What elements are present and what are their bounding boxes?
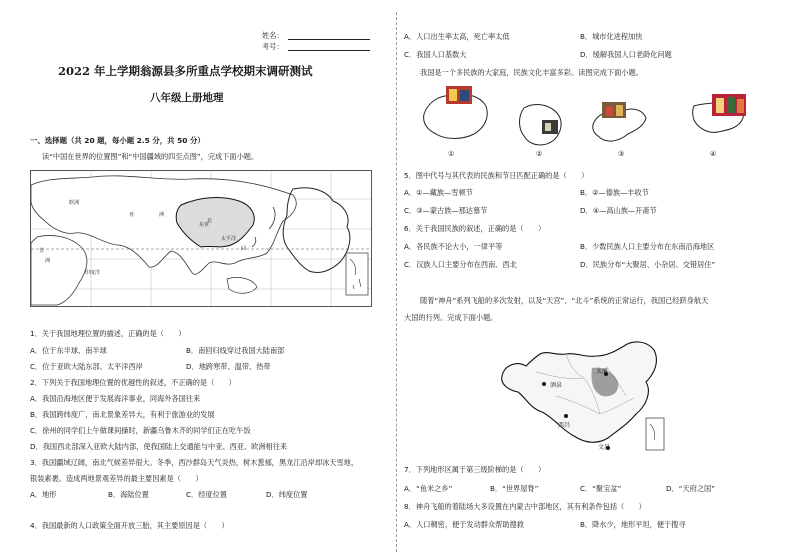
section-heading: 一、选择题（共 20 题，每小题 2.5 分，共 50 分） xyxy=(30,136,205,145)
map-label-fei: 非 xyxy=(39,248,45,254)
id-label: 考号： xyxy=(262,42,284,51)
q3-option-b: B．海陆位置 xyxy=(108,490,149,499)
q5-option-d: D．④—高山族—开斋节 xyxy=(580,206,657,215)
q4-option-b: B．城市化进程加快 xyxy=(580,32,643,41)
q4-option-a: A．人口出生率太高，死亡率太低 xyxy=(404,32,510,41)
map-label-bei: 北 xyxy=(207,218,213,224)
map-label-wenchang: 文昌 xyxy=(598,444,611,451)
map-label-xichang: 西昌 xyxy=(558,422,571,429)
ethnic-label-4: ④ xyxy=(710,150,717,158)
ethnic-map-2 xyxy=(514,96,568,152)
q8-option-b: B．降水少，地形平坦，便于搜寻 xyxy=(580,520,686,529)
id-field[interactable] xyxy=(288,50,370,51)
map-label-pacific: 太平洋 xyxy=(221,236,237,242)
column-divider xyxy=(396,12,397,552)
q8-option-a: A．人口稠密，便于发动群众帮助搜救 xyxy=(404,520,524,529)
question-6: 6．关于我国民族的叙述，正确的是（ ） xyxy=(404,224,546,233)
question-3-cont: 银装素裹。造成两地景观差异的最主要因素是（ ） xyxy=(30,474,203,483)
exam-title: 2022 年上学期翁源县多所重点学校期末调研测试 xyxy=(58,64,313,78)
ethnic-intro: 我国是一个多民族的大家庭，民族文化丰富多彩。读图完成下面小题。 xyxy=(420,68,643,77)
q2-option-b: B．我国跨纬度广，南北景象差异大，有利于旅游业的发展 xyxy=(30,410,215,419)
q1-option-a: A．位于东半球、南半球 xyxy=(30,346,107,355)
space-intro-line2: 大国的行列。完成下面小题。 xyxy=(404,313,498,322)
ethnic-map-4 xyxy=(690,92,750,152)
q5-option-a: A．①—藏族—雪顿节 xyxy=(404,188,473,197)
q7-option-d: D．“天府之国” xyxy=(666,484,715,493)
question-1: 1．关于我国地理位置的描述，正确的是（ ） xyxy=(30,329,186,338)
question-7: 7．下列地形区属于第三级阶梯的是（ ） xyxy=(404,465,546,474)
q1-option-c: C．位于亚欧大陆东部、太平洋西岸 xyxy=(30,362,143,371)
q7-option-b: B．“世界屋脊” xyxy=(490,484,539,493)
question-4: 4．我国最新的人口政策全面开放三胎，其主要原因是（ ） xyxy=(30,521,229,530)
map-label-zhou2: 洲 xyxy=(45,258,51,264)
ethnic-label-3: ③ xyxy=(618,150,625,158)
q4-option-d: D．缓解我国人口老龄化问题 xyxy=(580,50,672,59)
q7-option-c: C．“聚宝盆” xyxy=(580,484,622,493)
question-2: 2．下列关于我国地理位置的优越性的叙述，不正确的是（ ） xyxy=(30,378,236,387)
name-field[interactable] xyxy=(288,39,370,40)
ethnic-map-1 xyxy=(418,84,494,152)
world-map-graphic xyxy=(31,171,371,306)
ethnic-label-2: ② xyxy=(536,150,543,158)
question-3: 3．我国疆域辽阔，南北气候差异很大。冬季，西沙群岛天气炎热，树木葱郁，黑龙江沿岸却冰天雪地、 xyxy=(30,458,359,467)
map-label-jiuquan: 酒泉 xyxy=(550,382,563,389)
map-label-hui: 回 xyxy=(241,246,247,252)
world-position-map xyxy=(30,170,372,307)
q6-option-c: C．汉族人口主要分布在西南、西北 xyxy=(404,260,517,269)
q6-option-b: B．少数民族人口主要分布在东南沿海地区 xyxy=(580,242,715,251)
q7-option-a: A．“鱼米之乡” xyxy=(404,484,453,493)
q4-option-c: C．我国人口基数大 xyxy=(404,50,467,59)
name-label: 姓名： xyxy=(262,31,284,40)
q6-option-d: D．民族分布“大聚居、小杂居、交错居住” xyxy=(580,260,716,269)
q3-option-c: C．经度位置 xyxy=(186,490,227,499)
map-label-taiyuan: 太原 xyxy=(596,368,609,375)
q2-option-c: C．徐州的同学们上午做课间操时，新疆乌鲁木齐的同学们正在吃午饭 xyxy=(30,426,251,435)
question-5: 5．图中代号与其代表的民族和节日匹配正确的是（ ） xyxy=(404,171,589,180)
ethnic-label-1: ① xyxy=(448,150,455,158)
q5-option-c: C．③—蒙古族—那达慕节 xyxy=(404,206,488,215)
q1-option-b: B．南回归线穿过我国大陆南部 xyxy=(186,346,285,355)
china-launch-sites-map xyxy=(496,326,668,456)
space-intro-line1: 随着“神舟”系列飞船的多次发射，以及“天宫”、“北斗”系统的正常运行，我国已经跻身航天 xyxy=(420,296,709,305)
ethnic-map-3 xyxy=(588,96,650,152)
q6-option-a: A．各民族不论大小，一律平等 xyxy=(404,242,503,251)
map-label-ya: 亚 xyxy=(129,212,135,218)
q1-option-d: D．地跨寒带、温带、热带 xyxy=(186,362,271,371)
q5-option-b: B．②—傣族—丰收节 xyxy=(580,188,649,197)
section-intro: 读“中国在世界的位置图”和“中国疆域的四至点图”，完成下面小题。 xyxy=(42,152,259,161)
map-label-europe: 欧洲 xyxy=(69,200,80,206)
q2-option-d: D．我国西北部深入亚欧大陆内部，使我国陆上交通能与中亚、西亚、欧洲相往来 xyxy=(30,442,288,451)
map-label-indian-ocean: 印度洋 xyxy=(85,270,101,276)
exam-subtitle: 八年级上册地理 xyxy=(150,92,224,104)
map-label-east-asia: 东亚 xyxy=(199,222,210,228)
q3-option-a: A．地形 xyxy=(30,490,57,499)
map-label-zhou: 洲 xyxy=(159,212,165,218)
q3-option-d: D．纬度位置 xyxy=(266,490,308,499)
question-8: 8．神舟飞船的着陆场大多设置在内蒙古中部地区，其有利条件包括（ ） xyxy=(404,502,646,511)
q2-option-a: A．我国沿海地区便于发展海洋事业，同海外各国往来 xyxy=(30,394,201,403)
